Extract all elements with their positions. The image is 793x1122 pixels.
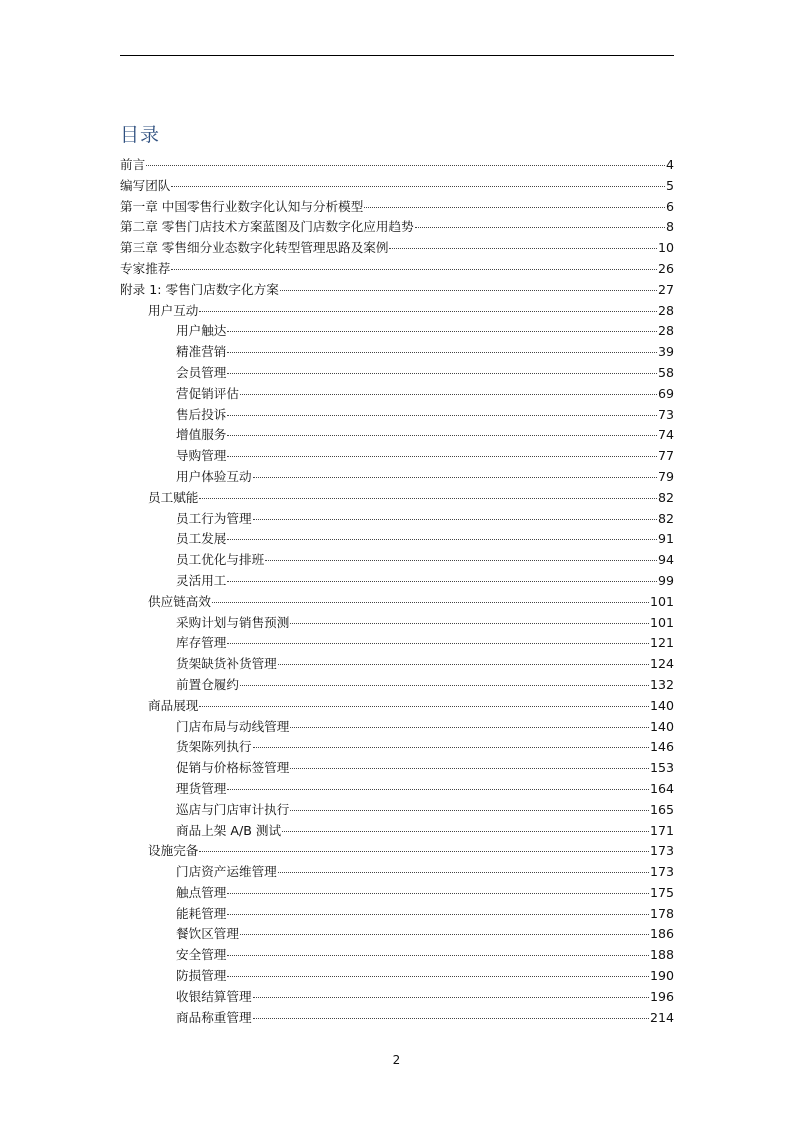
toc-leader-dots (227, 955, 649, 956)
toc-entry-page: 94 (657, 552, 674, 568)
toc-leader-dots (253, 519, 657, 520)
toc-entry-page: 132 (649, 676, 674, 692)
toc-entry[interactable] (120, 613, 674, 634)
toc-entry[interactable] (120, 862, 674, 883)
toc-leader-dots (227, 456, 657, 457)
toc-leader-dots (227, 789, 649, 790)
toc-entry-page: 124 (649, 656, 674, 672)
toc-leader-dots (290, 768, 649, 769)
toc-entry[interactable] (120, 425, 674, 446)
toc-entry[interactable] (120, 363, 674, 384)
toc-entry-page: 99 (657, 572, 674, 588)
toc-entry-page: 178 (649, 905, 674, 921)
toc-entry[interactable] (120, 821, 674, 842)
toc-leader-dots (199, 498, 657, 499)
toc-leader-dots (265, 560, 657, 561)
toc-entry-title: 商品展现 (148, 697, 199, 713)
toc-entry[interactable] (120, 259, 674, 280)
toc-entry[interactable] (120, 883, 674, 904)
toc-entry[interactable] (120, 155, 674, 176)
toc-entry[interactable] (120, 1008, 674, 1029)
toc-entry-page: 140 (649, 697, 674, 713)
toc-leader-dots (389, 248, 656, 249)
toc-entry-title: 门店布局与动线管理 (176, 718, 290, 734)
toc-entry-page: 190 (649, 968, 674, 984)
toc-entry[interactable] (120, 800, 674, 821)
toc-entry-page: 188 (649, 947, 674, 963)
table-of-contents (120, 155, 674, 1028)
toc-entry[interactable] (120, 945, 674, 966)
toc-entry-title: 第一章 中国零售行业数字化认知与分析模型 (120, 198, 364, 214)
toc-entry-title: 专家推荐 (120, 260, 171, 276)
toc-entry-page: 74 (657, 427, 674, 443)
toc-entry-page: 77 (657, 448, 674, 464)
toc-leader-dots (171, 186, 665, 187)
toc-entry[interactable] (120, 467, 674, 488)
toc-entry-page: 153 (649, 760, 674, 776)
page-number: 2 (392, 1053, 401, 1067)
toc-entry[interactable] (120, 529, 674, 550)
toc-entry-title: 商品称重管理 (176, 1009, 252, 1025)
toc-entry-page: 82 (657, 489, 674, 505)
toc-leader-dots (253, 997, 649, 998)
toc-entry[interactable] (120, 717, 674, 738)
toc-leader-dots (199, 706, 649, 707)
toc-entry[interactable] (120, 176, 674, 197)
toc-leader-dots (240, 394, 657, 395)
toc-leader-dots (199, 851, 649, 852)
toc-entry-title: 商品上架 A/B 测试 (176, 822, 282, 838)
toc-entry-page: 28 (657, 302, 674, 318)
toc-entry-title: 前言 (120, 157, 146, 172)
toc-entry[interactable] (120, 238, 674, 259)
toc-entry-page: 101 (649, 593, 674, 609)
toc-entry[interactable] (120, 571, 674, 592)
toc-entry-page: 140 (649, 718, 674, 734)
toc-entry[interactable] (120, 633, 674, 654)
toc-entry-title: 采购计划与销售预测 (176, 614, 290, 630)
toc-entry-title: 第二章 零售门店技术方案蓝图及门店数字化应用趋势 (120, 219, 414, 235)
toc-entry-title: 员工行为管理 (176, 510, 252, 526)
toc-entry[interactable] (120, 405, 674, 426)
toc-entry-page: 79 (657, 468, 674, 484)
toc-entry[interactable] (120, 675, 674, 696)
toc-entry[interactable] (120, 924, 674, 945)
toc-entry-title: 员工优化与排班 (176, 552, 265, 568)
toc-leader-dots (240, 685, 649, 686)
toc-entry-title: 会员管理 (176, 364, 227, 380)
toc-entry[interactable] (120, 841, 674, 862)
toc-entry-title: 第三章 零售细分业态数字化转型管理思路及案例 (120, 240, 389, 256)
toc-entry-title: 员工赋能 (148, 489, 199, 505)
toc-entry-title: 收银结算管理 (176, 988, 252, 1004)
toc-entry-page: 165 (649, 801, 674, 817)
toc-leader-dots (227, 976, 649, 977)
toc-leader-dots (290, 727, 649, 728)
toc-entry-title: 促销与价格标签管理 (176, 760, 290, 776)
toc-entry[interactable] (120, 779, 674, 800)
toc-entry-page: 91 (657, 531, 674, 547)
toc-entry[interactable] (120, 550, 674, 571)
toc-entry-title: 库存管理 (176, 635, 227, 651)
toc-leader-dots (253, 1018, 649, 1019)
toc-entry-page: 186 (649, 926, 674, 942)
toc-leader-dots (280, 290, 657, 291)
toc-leader-dots (253, 477, 657, 478)
toc-entry[interactable] (120, 384, 674, 405)
toc-entry-title: 能耗管理 (176, 905, 227, 921)
toc-entry-page: 28 (657, 323, 674, 339)
toc-entry-title: 安全管理 (176, 947, 227, 963)
toc-entry-page: 173 (649, 864, 674, 880)
toc-entry-page: 5 (665, 177, 674, 193)
toc-entry-title: 巡店与门店审计执行 (176, 801, 290, 817)
toc-entry[interactable] (120, 342, 674, 363)
toc-entry-title: 用户互动 (148, 302, 199, 318)
toc-entry-title: 前置仓履约 (176, 676, 239, 692)
toc-entry-page: 8 (665, 219, 674, 235)
toc-leader-dots (146, 165, 665, 166)
toc-heading: 目录 (120, 124, 161, 146)
toc-leader-dots (364, 207, 665, 208)
toc-leader-dots (227, 914, 649, 915)
toc-leader-dots (278, 664, 649, 665)
toc-entry-title: 用户触达 (176, 323, 227, 339)
toc-entry-title: 编写团队 (120, 177, 171, 193)
toc-leader-dots (227, 435, 657, 436)
toc-entry-title: 货架陈列执行 (176, 739, 252, 755)
toc-leader-dots (278, 872, 649, 873)
toc-leader-dots (415, 227, 665, 228)
header-rule (120, 55, 674, 56)
toc-entry[interactable] (120, 280, 674, 301)
toc-leader-dots (199, 311, 657, 312)
toc-entry-page: 27 (657, 281, 674, 297)
toc-entry-title: 精准营销 (176, 344, 227, 360)
toc-entry[interactable] (120, 509, 674, 530)
toc-leader-dots (227, 331, 657, 332)
toc-entry-title: 门店资产运维管理 (176, 864, 277, 880)
toc-entry-title: 附录 1: 零售门店数字化方案 (120, 281, 279, 297)
toc-entry-page: 175 (649, 884, 674, 900)
toc-entry[interactable] (120, 197, 674, 218)
toc-entry[interactable] (120, 758, 674, 779)
toc-entry-page: 121 (649, 635, 674, 651)
toc-leader-dots (227, 893, 649, 894)
toc-entry-page: 173 (649, 843, 674, 859)
toc-entry-title: 防损管理 (176, 968, 227, 984)
toc-entry-page: 6 (665, 198, 674, 214)
toc-entry-title: 餐饮区管理 (176, 926, 239, 942)
toc-entry[interactable] (120, 488, 674, 509)
toc-entry-page: 4 (665, 157, 674, 172)
toc-entry-title: 理货管理 (176, 780, 227, 796)
toc-entry-title: 售后投诉 (176, 406, 227, 422)
toc-leader-dots (227, 415, 657, 416)
toc-entry-page: 58 (657, 364, 674, 380)
toc-entry[interactable] (120, 217, 674, 238)
toc-leader-dots (171, 269, 657, 270)
toc-leader-dots (290, 810, 649, 811)
toc-entry-page: 196 (649, 988, 674, 1004)
toc-leader-dots (253, 747, 649, 748)
toc-entry-title: 供应链高效 (148, 593, 211, 609)
toc-entry-page: 101 (649, 614, 674, 630)
toc-entry-page: 39 (657, 344, 674, 360)
toc-entry-title: 营促销评估 (176, 385, 239, 401)
toc-entry-page: 146 (649, 739, 674, 755)
toc-entry-page: 69 (657, 385, 674, 401)
toc-entry[interactable] (120, 654, 674, 675)
toc-leader-dots (290, 623, 649, 624)
toc-entry-page: 171 (649, 822, 674, 838)
toc-entry-page: 73 (657, 406, 674, 422)
toc-entry[interactable] (120, 966, 674, 987)
toc-entry-page: 10 (657, 240, 674, 256)
toc-entry[interactable] (120, 301, 674, 322)
toc-entry[interactable] (120, 592, 674, 613)
toc-entry-page: 82 (657, 510, 674, 526)
toc-leader-dots (227, 581, 657, 582)
toc-leader-dots (227, 539, 657, 540)
toc-entry-page: 26 (657, 260, 674, 276)
toc-entry-title: 货架缺货补货管理 (176, 656, 277, 672)
toc-entry-page: 164 (649, 780, 674, 796)
toc-leader-dots (212, 602, 649, 603)
toc-leader-dots (227, 373, 657, 374)
toc-entry[interactable] (120, 321, 674, 342)
toc-entry[interactable] (120, 737, 674, 758)
toc-entry-title: 灵活用工 (176, 572, 227, 588)
toc-entry-page: 214 (649, 1009, 674, 1025)
toc-leader-dots (227, 352, 657, 353)
toc-leader-dots (282, 831, 649, 832)
toc-leader-dots (227, 643, 649, 644)
toc-entry[interactable] (120, 696, 674, 717)
toc-entry-title: 设施完备 (148, 843, 199, 859)
toc-entry-title: 增值服务 (176, 427, 227, 443)
toc-entry-title: 导购管理 (176, 448, 227, 464)
toc-entry[interactable] (120, 904, 674, 925)
toc-leader-dots (240, 934, 649, 935)
toc-entry-title: 触点管理 (176, 884, 227, 900)
toc-entry[interactable] (120, 446, 674, 467)
toc-entry-title: 用户体验互动 (176, 468, 252, 484)
toc-entry-title: 员工发展 (176, 531, 227, 547)
toc-entry[interactable] (120, 987, 674, 1008)
